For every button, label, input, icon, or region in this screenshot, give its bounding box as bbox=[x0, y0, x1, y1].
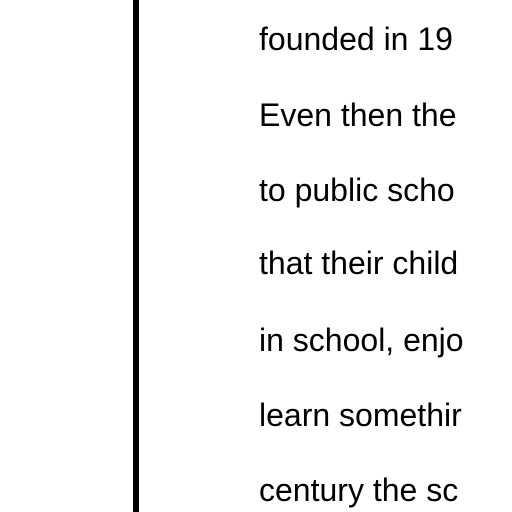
text-line: founded in 19 bbox=[259, 21, 453, 57]
text-line: that their child bbox=[259, 245, 459, 281]
vertical-rule bbox=[133, 0, 139, 512]
paragraph-text bbox=[259, 0, 512, 512]
text-line: learn somethir bbox=[259, 397, 462, 433]
text-line: in school, enjo bbox=[259, 322, 464, 358]
text-line: Even then the bbox=[259, 97, 457, 133]
text-line: to public scho bbox=[259, 172, 455, 208]
text-line: century the sc bbox=[259, 472, 459, 508]
